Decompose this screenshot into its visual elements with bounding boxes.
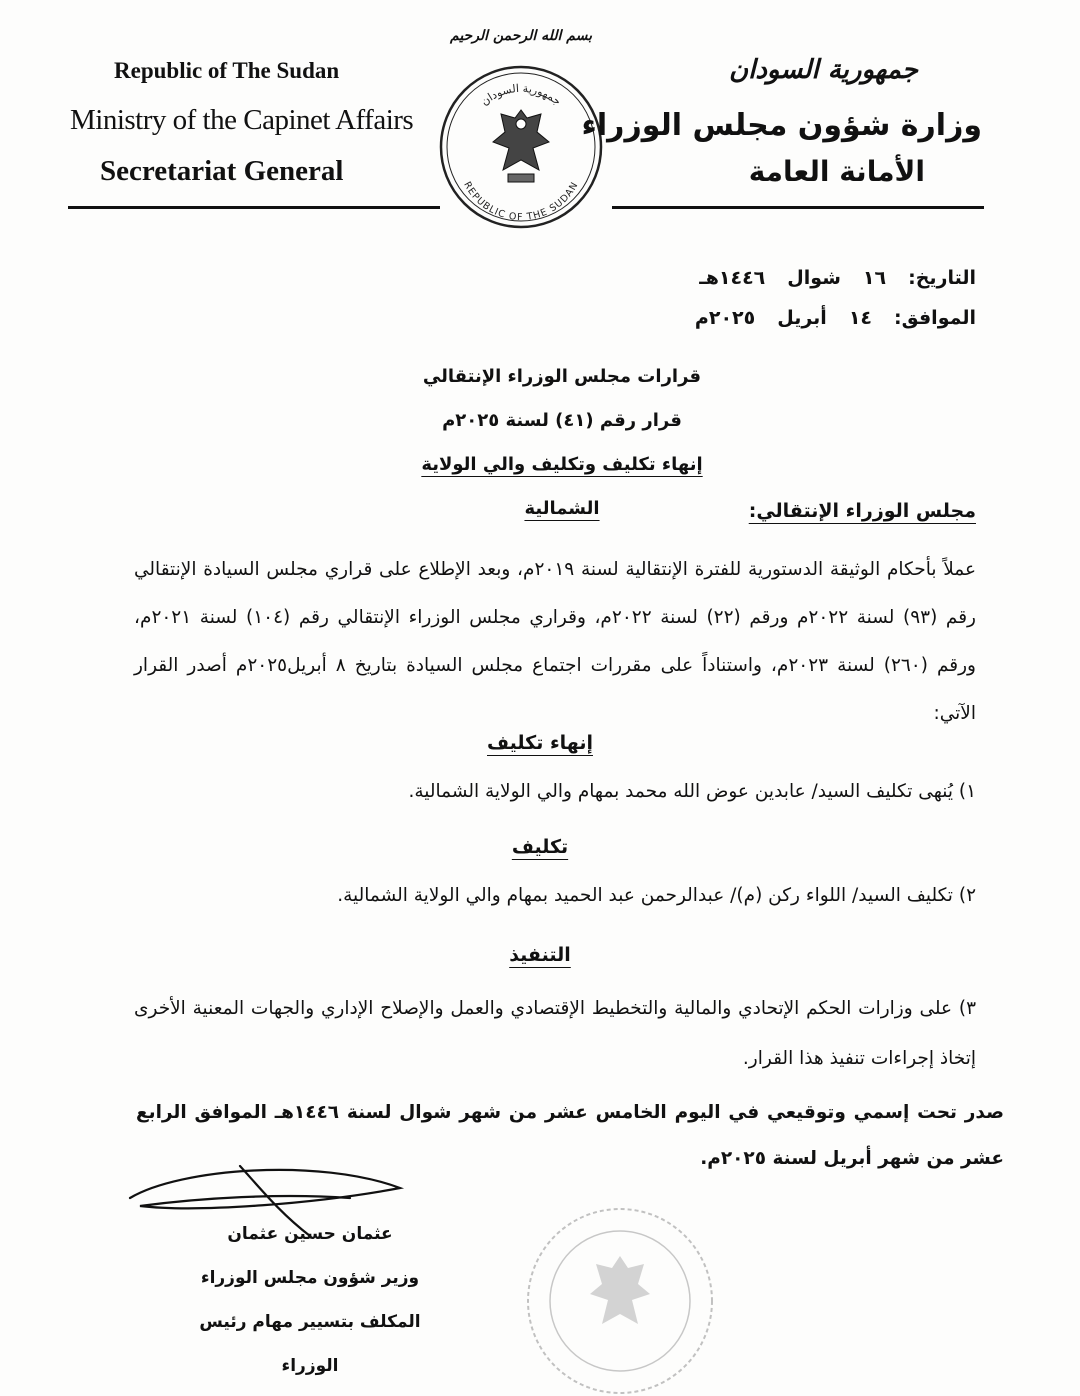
- header-en-ministry: Ministry of the Capinet Affairs: [70, 104, 414, 136]
- date-block: [695, 258, 976, 338]
- emblem-seal-icon: [436, 62, 606, 232]
- hijri-date-row: [695, 258, 976, 298]
- hijri-year: ١٤٤٦هـ: [699, 267, 766, 289]
- council-heading: مجلس الوزراء الإنتقالي:: [748, 500, 976, 522]
- decision-title-block: [404, 355, 720, 531]
- signatory-title-2: المكلف بتسيير مهام رئيس الوزراء: [199, 1312, 421, 1376]
- title-line-1: قرارات مجلس الوزراء الإنتقالي: [422, 366, 702, 387]
- greg-date-row: [695, 298, 976, 338]
- section-heading-termination: إنهاء تكليف: [487, 732, 593, 754]
- closing-paragraph: صدر تحت إسمي وتوقيعي في اليوم الخامس عشر من شهر شوال لسنة ١٤٤٦هـ الموافق الرابع عشر من شهر أبريل لسنة ٢٠٢٥م.: [136, 1102, 1004, 1169]
- hijri-date-label: التاريخ:: [908, 267, 976, 289]
- item-2: ٢) تكليف السيد/ اللواء ركن (م)/ عبدالرحمن عبد الحميد بمهام والي الولاية الشمالية.: [337, 885, 976, 906]
- header-ar-ministry: وزارة شؤون مجلس الوزراء: [581, 108, 982, 143]
- greg-day: ١٤: [848, 307, 873, 329]
- hijri-month: شوال: [787, 267, 841, 289]
- svg-text:جمهورية السودان: [478, 82, 563, 108]
- header-en-republic: Republic of The Sudan: [114, 58, 340, 83]
- greg-year: ٢٠٢٥م: [694, 307, 756, 329]
- header-rule-left: [68, 206, 440, 209]
- item-3: ٣) على وزارات الحكم الإتحادي والمالية والتخطيط الإقتصادي والعمل والإصلاح الإداري والجهات المعنية الأخرى إتخاذ إجراءات تنفيذ هذا القرار.: [134, 998, 976, 1069]
- greg-date-label: الموافق:: [894, 307, 976, 329]
- seal-bottom-text: REPUBLIC OF THE SUDAN: [461, 179, 581, 224]
- header-ar-secretariat: الأمانة العامة: [748, 155, 925, 188]
- title-line-2: قرار رقم (٤١) لسنة ٢٠٢٥م: [442, 410, 682, 431]
- header-ar-republic: جمهورية السودان: [729, 55, 918, 85]
- signatory-title-1: وزير شؤون مجلس الوزراء: [200, 1268, 420, 1288]
- signature-block: [180, 1212, 440, 1388]
- section-heading-execution: التنفيذ: [509, 944, 571, 966]
- basmala: بسم الله الرحمن الرحيم: [450, 28, 592, 44]
- header-en-secretariat: Secretariat General: [100, 155, 344, 187]
- signatory-name: عثمان حسين عثمان: [227, 1224, 393, 1244]
- header-rule-right: [612, 206, 984, 209]
- preamble-paragraph: عملاً بأحكام الوثيقة الدستورية للفترة الإنتقالية لسنة ٢٠١٩م، وبعد الإطلاع على قراري مجلس السيادة الإنتقالي رقم (٩٣) لسنة ٢٠٢٢م ورقم (٢٢) لسنة ٢٠٢٢م، وقراري مجلس الوزراء الإنتقالي رقم (١٠٤) لسنة ٢٠٢١م، ورقم (٢٦٠) لسنة ٢٠٢٣م، واستناداً على مقررات اجتماع مجلس السيادة بتاريخ ٨ أبريل٢٠٢٥م أصدر القرار الآتي:: [134, 559, 976, 724]
- official-stamp-icon: [520, 1196, 730, 1396]
- item-1: ١) يُنهى تكليف السيد/ عابدين عوض الله محمد بمهام والي الولاية الشمالية.: [408, 781, 976, 802]
- greg-month: أبريل: [777, 307, 827, 329]
- hijri-day: ١٦: [862, 267, 887, 289]
- seal-top-text: جمهورية السودان: [478, 81, 564, 109]
- section-heading-assignment: تكليف: [511, 836, 569, 858]
- title-line-3: إنهاء تكليف وتكليف والي الولاية الشمالية: [421, 454, 703, 519]
